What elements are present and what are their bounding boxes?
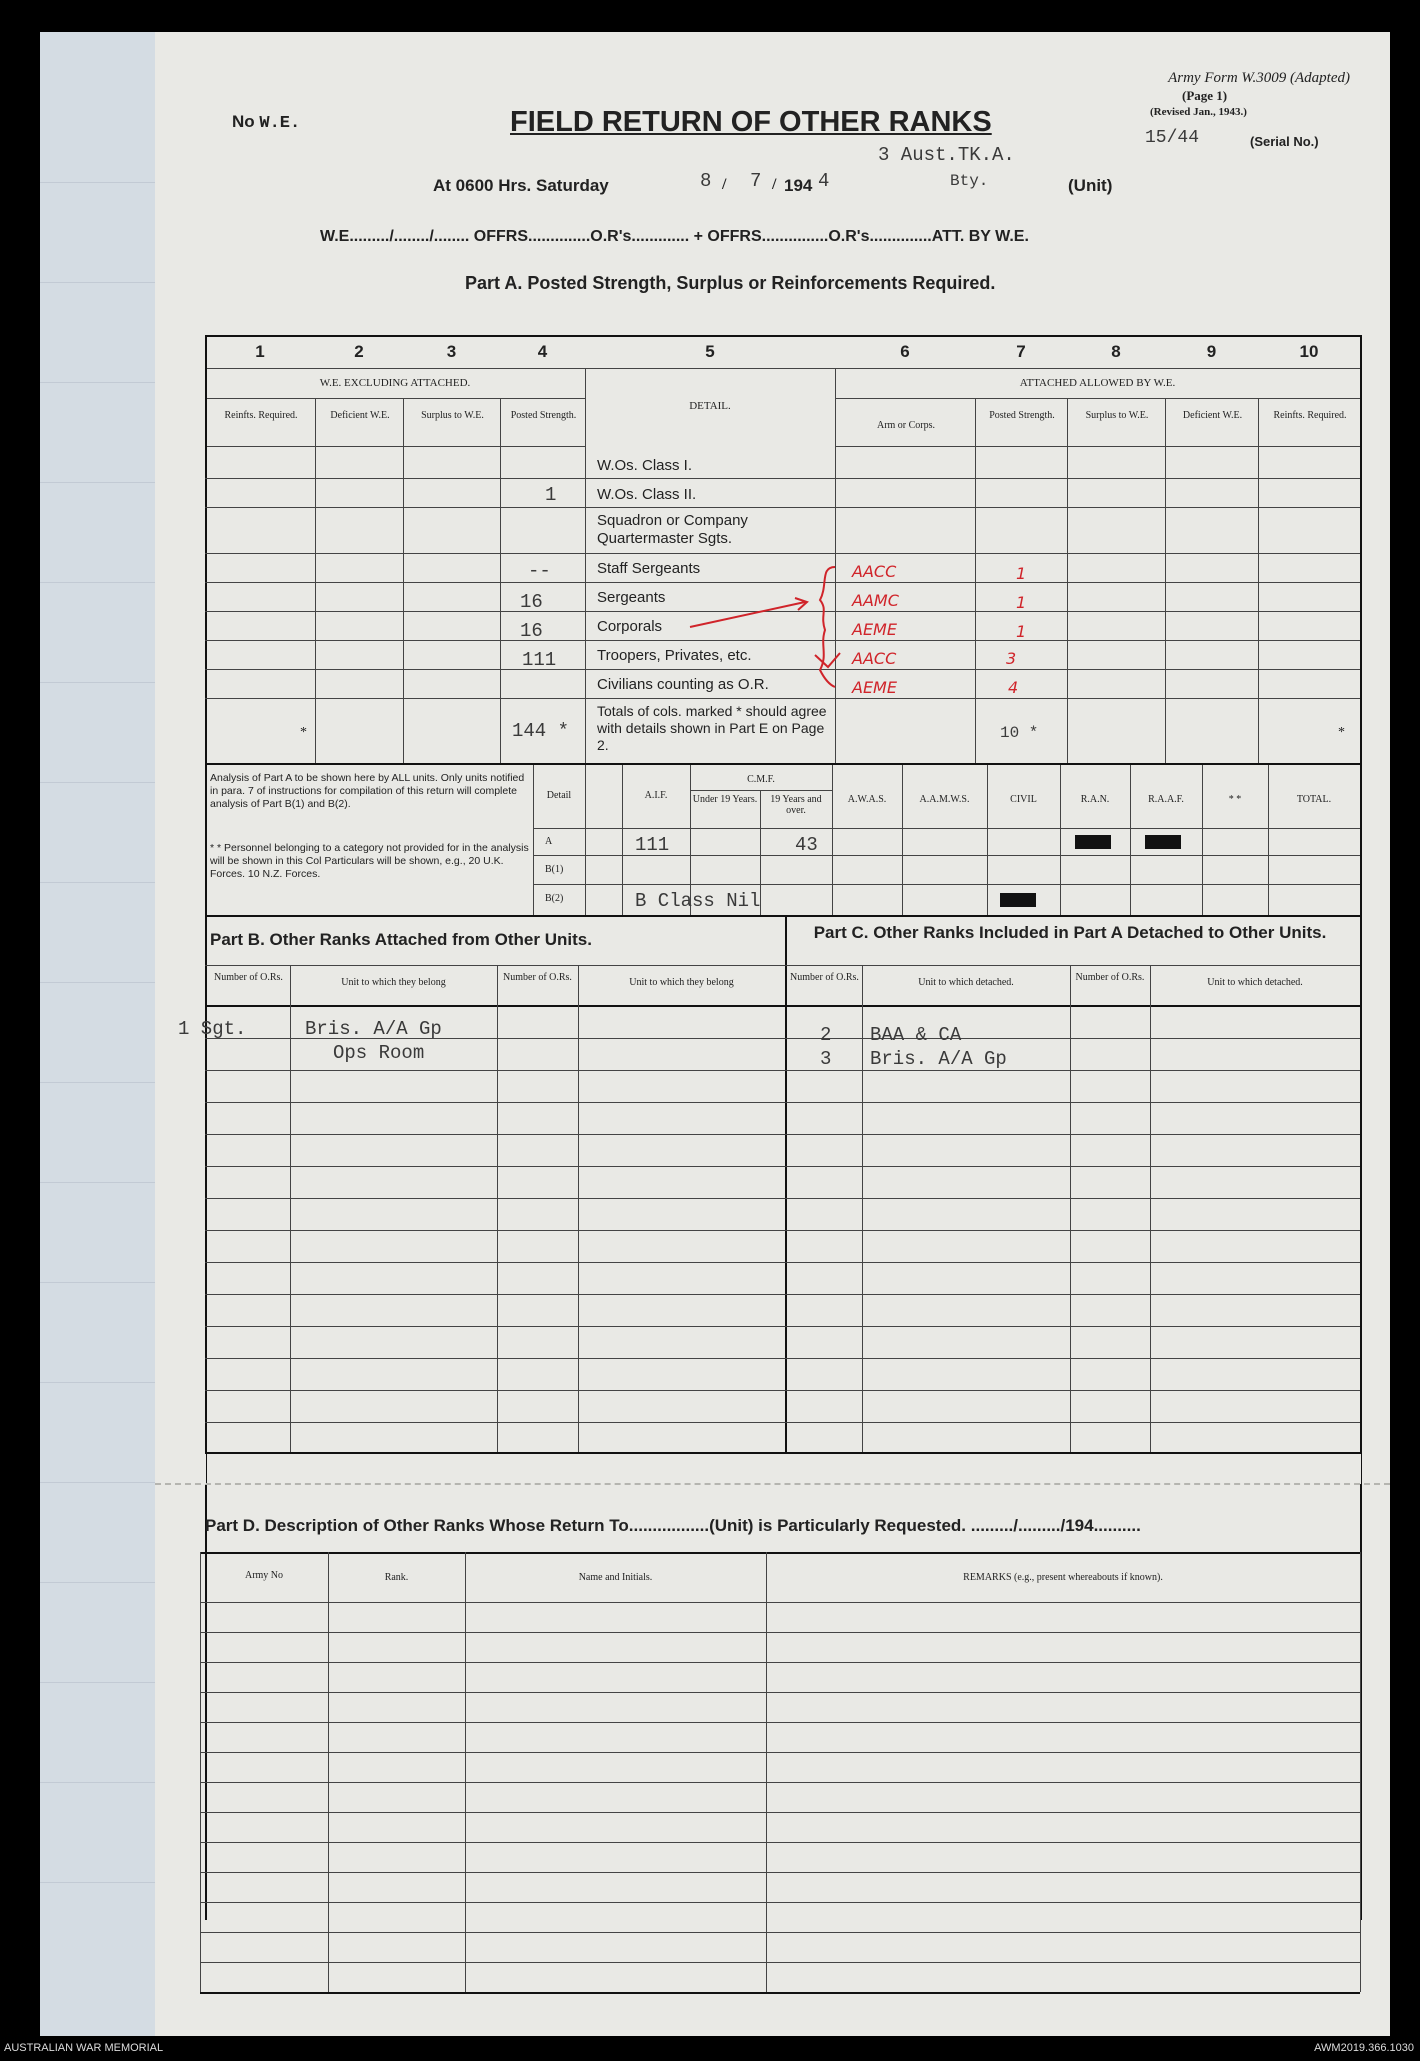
detail-corporals: Corporals <box>597 618 663 635</box>
analysis-a-aif: 111 <box>635 834 670 856</box>
year-prefix: 194 <box>784 176 813 195</box>
part-b-entry-unit-1: Bris. A/A Gp <box>305 1018 442 1040</box>
analysis-note-1: Analysis of Part A to be shown here by ALL units. Only units notified in para. 7 of instructions for compilation of this return will complete analysis of Part B(1) and B(2). <box>210 772 525 810</box>
serial-number: 15/44 <box>1145 128 1200 148</box>
att-corps-5: AEME <box>852 678 897 697</box>
sub-header-deficient: Deficient W.E. <box>330 410 390 421</box>
part-c-entry-1-unit: BAA & CA <box>870 1024 962 1046</box>
part-c-title: Part C. Other Ranks Included in Part A Detached to Other Units. <box>813 923 1327 942</box>
total-star-col1: * <box>300 725 307 740</box>
col-number-5: 5 <box>705 342 715 361</box>
col-number-2: 2 <box>354 342 364 361</box>
sub-header-reinfts: Reinfts. Required. <box>224 410 298 421</box>
detail-sergeants: Sergeants <box>597 589 666 606</box>
analysis-h-awas: A.W.A.S. <box>847 794 887 805</box>
part-b-h-num1: Number of O.Rs. <box>214 972 283 983</box>
detail-troopers: Troopers, Privates, etc. <box>597 647 752 664</box>
analysis-h-aif: A.I.F. <box>644 790 668 801</box>
year-suffix: 4 <box>818 170 830 192</box>
sub-header-att-deficient: Deficient W.E. <box>1182 410 1243 421</box>
att-posted-3: 1 <box>1016 622 1027 641</box>
sub-header-surplus: Surplus to W.E. <box>421 410 484 421</box>
analysis-h-under19: Under 19 Years. <box>692 794 758 805</box>
detail-totals: Totals of cols. marked * should agree with details shown in Part E on Page 2. <box>597 703 827 753</box>
analysis-row-b1: B(1) <box>545 864 564 875</box>
col-number-10: 10 <box>1299 342 1319 361</box>
serial-label: (Serial No.) <box>1250 134 1319 149</box>
group-left-header: W.E. EXCLUDING ATTACHED. <box>319 377 471 389</box>
sub-header-posted: Posted Strength. <box>510 410 577 421</box>
att-corps-3: AEME <box>852 620 897 639</box>
part-b-title: Part B. Other Ranks Attached from Other Units. <box>210 930 592 949</box>
posted-corporals: 16 <box>520 620 543 642</box>
sub-header-att-reinfts: Reinfts. Required. <box>1273 410 1347 421</box>
fold-line <box>155 1483 1390 1485</box>
part-c-h-num1: Number of O.Rs. <box>790 972 859 983</box>
col-number-6: 6 <box>900 342 910 361</box>
part-c-h-unit1: Unit to which detached. <box>918 977 1014 988</box>
detail-header: DETAIL. <box>689 400 731 412</box>
part-b-entry-unit-2: Ops Room <box>333 1042 425 1064</box>
redaction-raaf <box>1145 835 1181 849</box>
analysis-h-aamws: A.A.M.W.S. <box>919 794 970 805</box>
analysis-h-raaf: R.A.A.F. <box>1148 794 1184 805</box>
analysis-h-civil: CIVIL <box>1010 794 1037 805</box>
col-number-4: 4 <box>537 342 548 361</box>
unit-typed-line-2: Bty. <box>950 172 989 190</box>
col-number-7: 7 <box>1016 342 1026 361</box>
col-number-1: 1 <box>255 342 265 361</box>
analysis-row-b2: B(2) <box>545 893 564 904</box>
posted-staff-sgts: -- <box>528 560 551 582</box>
part-b-entry-number: 1 Sgt. <box>178 1018 247 1040</box>
form-title: FIELD RETURN OF OTHER RANKS <box>510 106 992 138</box>
at-line-label: At 0600 Hrs. Saturday <box>433 176 609 195</box>
analysis-h-detail: Detail <box>546 790 572 801</box>
part-d-h-army-no: Army No <box>244 1570 284 1581</box>
form-number: No W.E. <box>232 112 301 133</box>
part-c-h-num2: Number of O.Rs. <box>1075 972 1145 983</box>
we-line: W.E........./......../........ OFFRS..............O.R's............. + OFFRS...............O.R's..............ATT. BY W.E. <box>320 228 1029 245</box>
part-a-title: Part A. Posted Strength, Surplus or Reinforcements Required. <box>465 273 996 293</box>
part-d-h-remarks: REMARKS (e.g., present whereabouts if known). <box>963 1572 1163 1583</box>
sub-header-att-surplus: Surplus to W.E. <box>1085 410 1149 421</box>
analysis-a-19over: 43 <box>795 834 818 856</box>
part-c-entry-2-number: 3 <box>820 1048 832 1070</box>
part-d-h-rank: Rank. <box>384 1572 409 1583</box>
detail-civilians: Civilians counting as O.R. <box>597 676 769 693</box>
analysis-h-19over: 19 Years and over. <box>770 794 822 816</box>
page-label: (Page 1) <box>1182 88 1228 103</box>
redaction-civil <box>1000 893 1036 907</box>
col-number-8: 8 <box>1111 342 1121 361</box>
unit-label: (Unit) <box>1068 176 1113 195</box>
date-day: 8 <box>700 170 712 192</box>
group-right-header: ATTACHED ALLOWED BY W.E. <box>1019 377 1176 389</box>
army-form-label: Army Form W.3009 (Adapted) <box>1168 70 1350 86</box>
posted-total: 144 * <box>512 720 570 742</box>
att-posted-5: 4 <box>1008 678 1019 697</box>
analysis-h-cmf: C.M.F. <box>747 774 775 785</box>
posted-wo-class-2: 1 <box>545 484 557 506</box>
detail-wo-class-2: W.Os. Class II. <box>597 486 697 503</box>
date-month: 7 <box>750 170 762 192</box>
detail-qm-sgts: Squadron or Company Quartermaster Sgts. <box>597 512 748 547</box>
posted-troopers: 111 <box>522 649 557 671</box>
analysis-b2-text: B Class Nil <box>635 890 761 912</box>
attached-total: 10 * <box>1000 724 1039 742</box>
att-corps-1: AACC <box>852 562 897 581</box>
part-c-entry-1-number: 2 <box>820 1024 832 1046</box>
sub-header-att-posted: Posted Strength. <box>989 410 1055 421</box>
part-b-h-unit1: Unit to which they belong <box>341 977 446 988</box>
col-number-3: 3 <box>446 342 457 361</box>
carbon-copy-strip <box>40 32 155 2036</box>
red-annotation-marks <box>680 555 860 705</box>
footer-right: AWM2019.366.1030 <box>1314 2042 1414 2054</box>
att-corps-2: AAMC <box>852 591 899 610</box>
part-d-h-name: Name and Initials. <box>578 1572 653 1583</box>
analysis-h-ran: R.A.N. <box>1080 794 1110 805</box>
part-c-entry-2-unit: Bris. A/A Gp <box>870 1048 1007 1070</box>
redaction-ran <box>1075 835 1111 849</box>
analysis-h-other: * * <box>1228 794 1242 805</box>
part-b-h-num2: Number of O.Rs. <box>503 972 572 983</box>
posted-sergeants: 16 <box>520 591 543 613</box>
part-c-h-unit2: Unit to which detached. <box>1207 977 1303 988</box>
revised-label: (Revised Jan., 1943.) <box>1150 106 1247 118</box>
footer-left: AUSTRALIAN WAR MEMORIAL <box>4 2042 164 2054</box>
analysis-h-total: TOTAL. <box>1296 794 1332 805</box>
analysis-note-2: * * Personnel belonging to a category not provided for in the analysis will be shown in this Col Particulars will be shown, e.g., 20 U.K. Forces. 10 N.Z. Forces. <box>210 842 529 880</box>
att-posted-2: 1 <box>1016 593 1027 612</box>
analysis-row-a: A <box>545 836 553 847</box>
sub-header-arm-corps: Arm or Corps. <box>876 420 936 431</box>
att-corps-4: AACC <box>852 649 897 668</box>
part-b-h-unit2: Unit to which they belong <box>629 977 734 988</box>
total-star-col10: * <box>1338 725 1345 740</box>
part-d-title: Part D. Description of Other Ranks Whose Return To.................(Unit) is Particularly Requested. ........./........./194.......... <box>205 1516 1141 1535</box>
att-posted-4: 3 <box>1006 649 1017 668</box>
unit-typed-line-1: 3 Aust.TK.A. <box>878 144 1015 166</box>
detail-wo-class-1: W.Os. Class I. <box>597 457 693 474</box>
detail-staff-sergeants: Staff Sergeants <box>597 560 701 577</box>
att-posted-1: 1 <box>1016 564 1027 583</box>
col-number-9: 9 <box>1206 342 1217 361</box>
